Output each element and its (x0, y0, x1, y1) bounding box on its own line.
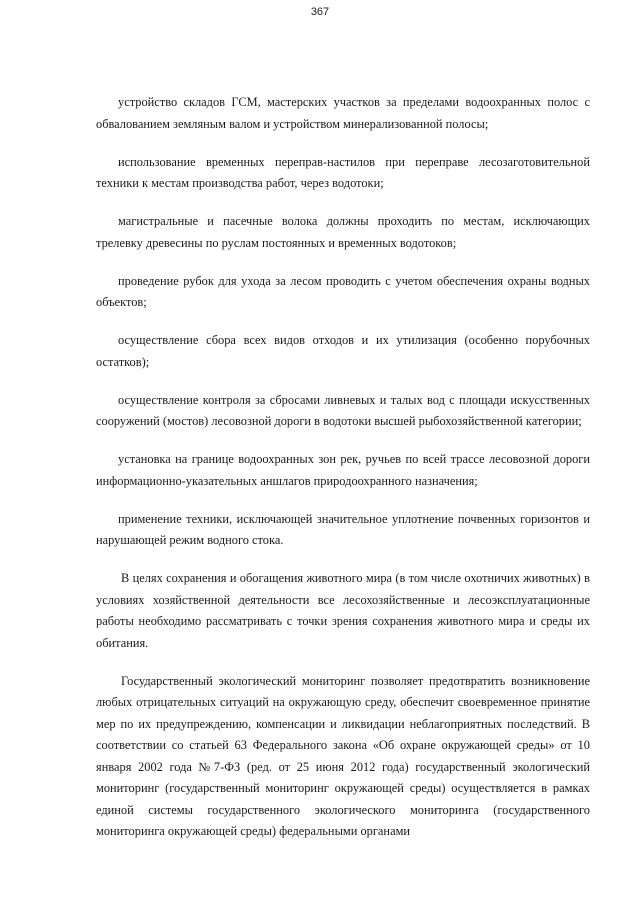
page-number: 367 (310, 6, 330, 18)
paragraph-monitoring: Государственный экологический мониторинг позволяет предотвратить возникновение любых отрицательных ситуаций на окружающую среду, обеспечит своевременное принятие мер по их предупреждению, компенсации и ликвидации неблагоприятных последствий. В соответствии со статьей 63 Федерального закона «Об охране окружающей среды» от 10 января 2002 года №7-ФЗ (ред. от 25 июня 2012 года) государственный экологический мониторинг (государственный мониторинг окружающей среды) осуществляется в рамках единой системы государственного экологического мониторинга (государственного мониторинга окружающей среды) федеральными органами (96, 673, 590, 838)
measure-item: установка на границе водоохранных зон рек, ручьев по всей трассе лесовозной дороги информационно-указательных аншлагов природоохранного назначения; (96, 452, 590, 488)
measure-item: проведение рубок для ухода за лесом проводить с учетом обеспечения охраны водных объектов; (96, 273, 590, 309)
paragraph-wildlife: В целях сохранения и обогащения животного мира (в том числе охотничих животных) в условиях хозяйственной деятельности все лесохозяйственные и лесоэксплуатационные работы необходимо рассматривать с точки зрения сохранения животного мира и среды их обитания. (96, 571, 590, 650)
measure-item: применение техники, исключающей значительное уплотнение почвенных горизонтов и нарушающей режим водного стока. (96, 511, 590, 547)
measure-item: осуществление сбора всех видов отходов и их утилизация (особенно порубочных остатков); (96, 333, 590, 369)
document-body (96, 92, 590, 859)
measure-item: использование временных переправ-настилов при переправе лесозаготовительной техники к местам производства работ, через водотоки; (96, 154, 590, 190)
measure-item: осуществление контроля за сбросами ливневых и талых вод с площади искусственных сооружений (мостов) лесовозной дороги в водотоки высшей рыбохозяйственной категории; (96, 392, 590, 428)
measure-item: устройство складов ГСМ, мастерских участков за пределами водоохранных полос с обвалованием земляным валом и устройством минерализованной полосы; (96, 95, 590, 131)
measure-item: магистральные и пасечные волока должны проходить по местам, исключающих трелевку древесины по руслам постоянных и временных водотоков; (96, 214, 590, 250)
